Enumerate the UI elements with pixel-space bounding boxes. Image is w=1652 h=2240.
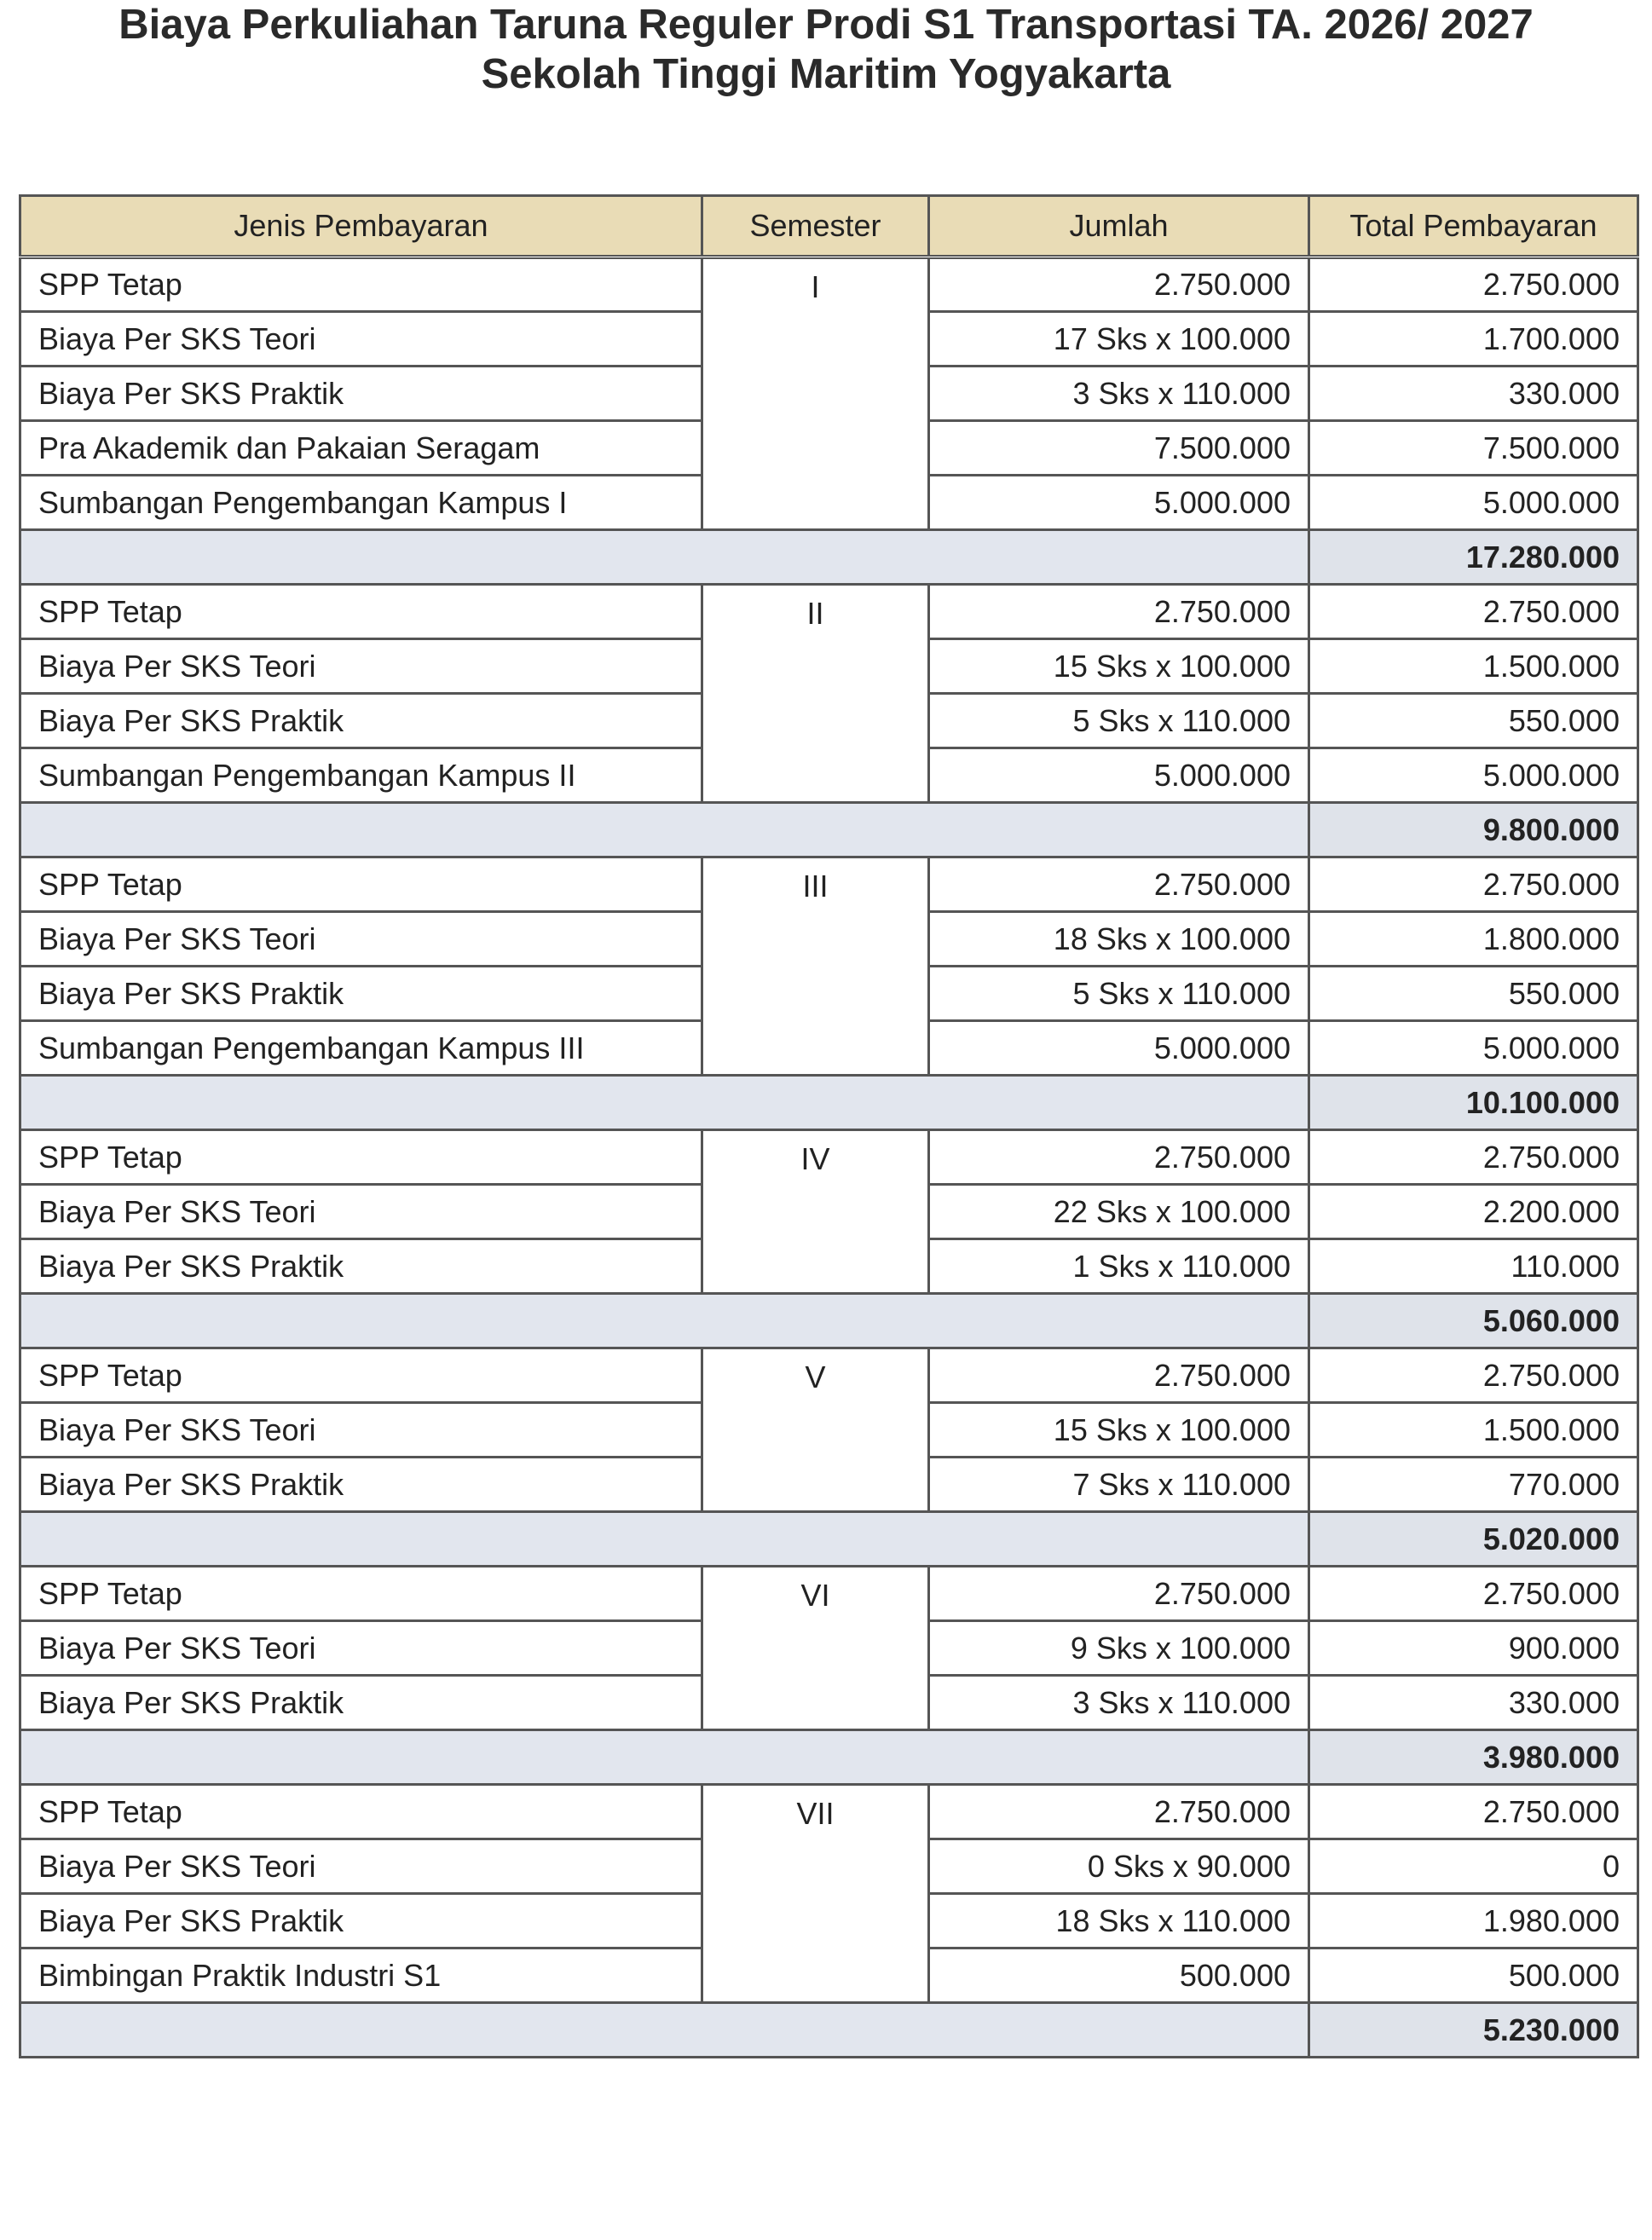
total-cell: 330.000 (1309, 1676, 1638, 1730)
amount-cell: 5.000.000 (929, 476, 1309, 530)
amount-cell: 15 Sks x 100.000 (929, 1403, 1309, 1458)
semester-subtotal-row (20, 2003, 1638, 2058)
fee-table-body (20, 257, 1638, 2058)
amount-cell: 5.000.000 (929, 748, 1309, 803)
table-row (20, 1130, 1638, 1185)
fee-table (19, 194, 1639, 2058)
payment-type-cell: Sumbangan Pengembangan Kampus III (20, 1021, 702, 1076)
total-cell: 0 (1309, 1839, 1638, 1894)
semester-cell: III (702, 857, 929, 1076)
total-cell: 7.500.000 (1309, 421, 1638, 476)
payment-type-cell: Biaya Per SKS Praktik (20, 1894, 702, 1948)
header-jenis-pembayaran: Jenis Pembayaran (20, 196, 702, 257)
total-cell: 5.000.000 (1309, 748, 1638, 803)
title-line-1: Biaya Perkuliahan Taruna Reguler Prodi S1 Transportasi TA. 2026/ 2027 (118, 2, 1534, 48)
amount-cell: 7.500.000 (929, 421, 1309, 476)
amount-cell: 5.000.000 (929, 1021, 1309, 1076)
semester-subtotal: 5.060.000 (1309, 1294, 1638, 1348)
semester-subtotal: 9.800.000 (1309, 803, 1638, 857)
payment-type-cell: SPP Tetap (20, 257, 702, 312)
amount-cell: 15 Sks x 100.000 (929, 639, 1309, 694)
amount-cell: 2.750.000 (929, 585, 1309, 639)
payment-type-cell: Pra Akademik dan Pakaian Seragam (20, 421, 702, 476)
payment-type-cell: Biaya Per SKS Teori (20, 912, 702, 967)
amount-cell: 9 Sks x 100.000 (929, 1621, 1309, 1676)
amount-cell: 7 Sks x 110.000 (929, 1458, 1309, 1512)
payment-type-cell: Sumbangan Pengembangan Kampus I (20, 476, 702, 530)
payment-type-cell: Biaya Per SKS Teori (20, 1839, 702, 1894)
payment-type-cell: Bimbingan Praktik Industri S1 (20, 1948, 702, 2003)
semester-cell: I (702, 257, 929, 530)
table-row (20, 1348, 1638, 1403)
amount-cell: 18 Sks x 100.000 (929, 912, 1309, 967)
subtotal-spacer (20, 1730, 1309, 1785)
amount-cell: 0 Sks x 90.000 (929, 1839, 1309, 1894)
semester-subtotal: 5.230.000 (1309, 2003, 1638, 2058)
subtotal-spacer (20, 530, 1309, 585)
amount-cell: 2.750.000 (929, 1130, 1309, 1185)
semester-subtotal: 3.980.000 (1309, 1730, 1638, 1785)
semester-subtotal-row (20, 1294, 1638, 1348)
semester-cell: VI (702, 1567, 929, 1730)
total-cell: 1.500.000 (1309, 1403, 1638, 1458)
payment-type-cell: SPP Tetap (20, 1130, 702, 1185)
table-row (20, 857, 1638, 912)
semester-cell: IV (702, 1130, 929, 1294)
semester-subtotal: 17.280.000 (1309, 530, 1638, 585)
payment-type-cell: Biaya Per SKS Praktik (20, 694, 702, 748)
payment-type-cell: Biaya Per SKS Praktik (20, 367, 702, 421)
header-total-pembayaran: Total Pembayaran (1309, 196, 1638, 257)
amount-cell: 2.750.000 (929, 1348, 1309, 1403)
semester-subtotal-row (20, 803, 1638, 857)
payment-type-cell: SPP Tetap (20, 1567, 702, 1621)
payment-type-cell: Biaya Per SKS Praktik (20, 1458, 702, 1512)
total-cell: 1.980.000 (1309, 1894, 1638, 1948)
payment-type-cell: SPP Tetap (20, 857, 702, 912)
table-row (20, 1785, 1638, 1839)
total-cell: 2.200.000 (1309, 1185, 1638, 1239)
amount-cell: 3 Sks x 110.000 (929, 1676, 1309, 1730)
total-cell: 550.000 (1309, 967, 1638, 1021)
total-cell: 2.750.000 (1309, 585, 1638, 639)
document-heading (0, 0, 1652, 99)
total-cell: 110.000 (1309, 1239, 1638, 1294)
semester-cell: VII (702, 1785, 929, 2003)
total-cell: 770.000 (1309, 1458, 1638, 1512)
payment-type-cell: Biaya Per SKS Teori (20, 312, 702, 367)
payment-type-cell: Sumbangan Pengembangan Kampus II (20, 748, 702, 803)
total-cell: 1.800.000 (1309, 912, 1638, 967)
header-jumlah: Jumlah (929, 196, 1309, 257)
total-cell: 900.000 (1309, 1621, 1638, 1676)
amount-cell: 5 Sks x 110.000 (929, 967, 1309, 1021)
subtotal-spacer (20, 803, 1309, 857)
total-cell: 500.000 (1309, 1948, 1638, 2003)
subtotal-spacer (20, 2003, 1309, 2058)
title-line-2: Sekolah Tinggi Maritim Yogyakarta (481, 51, 1171, 97)
amount-cell: 2.750.000 (929, 857, 1309, 912)
total-cell: 550.000 (1309, 694, 1638, 748)
total-cell: 1.700.000 (1309, 312, 1638, 367)
subtotal-spacer (20, 1294, 1309, 1348)
semester-subtotal-row (20, 530, 1638, 585)
amount-cell: 5 Sks x 110.000 (929, 694, 1309, 748)
amount-cell: 2.750.000 (929, 257, 1309, 312)
amount-cell: 17 Sks x 100.000 (929, 312, 1309, 367)
payment-type-cell: Biaya Per SKS Teori (20, 1403, 702, 1458)
total-cell: 2.750.000 (1309, 1348, 1638, 1403)
amount-cell: 18 Sks x 110.000 (929, 1894, 1309, 1948)
total-cell: 330.000 (1309, 367, 1638, 421)
amount-cell: 2.750.000 (929, 1567, 1309, 1621)
total-cell: 1.500.000 (1309, 639, 1638, 694)
payment-type-cell: SPP Tetap (20, 1785, 702, 1839)
payment-type-cell: SPP Tetap (20, 585, 702, 639)
semester-cell: V (702, 1348, 929, 1512)
table-row (20, 257, 1638, 312)
payment-type-cell: Biaya Per SKS Praktik (20, 967, 702, 1021)
table-row (20, 1567, 1638, 1621)
subtotal-spacer (20, 1512, 1309, 1567)
semester-subtotal-row (20, 1512, 1638, 1567)
table-header-row (20, 196, 1638, 257)
semester-subtotal: 5.020.000 (1309, 1512, 1638, 1567)
total-cell: 2.750.000 (1309, 1567, 1638, 1621)
payment-type-cell: Biaya Per SKS Teori (20, 1185, 702, 1239)
amount-cell: 2.750.000 (929, 1785, 1309, 1839)
table-row (20, 585, 1638, 639)
total-cell: 5.000.000 (1309, 476, 1638, 530)
semester-subtotal-row (20, 1076, 1638, 1130)
total-cell: 2.750.000 (1309, 1130, 1638, 1185)
total-cell: 2.750.000 (1309, 1785, 1638, 1839)
header-semester: Semester (702, 196, 929, 257)
payment-type-cell: Biaya Per SKS Praktik (20, 1239, 702, 1294)
total-cell: 2.750.000 (1309, 257, 1638, 312)
amount-cell: 1 Sks x 110.000 (929, 1239, 1309, 1294)
semester-subtotal: 10.100.000 (1309, 1076, 1638, 1130)
subtotal-spacer (20, 1076, 1309, 1130)
payment-type-cell: SPP Tetap (20, 1348, 702, 1403)
payment-type-cell: Biaya Per SKS Teori (20, 639, 702, 694)
amount-cell: 500.000 (929, 1948, 1309, 2003)
total-cell: 2.750.000 (1309, 857, 1638, 912)
total-cell: 5.000.000 (1309, 1021, 1638, 1076)
amount-cell: 22 Sks x 100.000 (929, 1185, 1309, 1239)
semester-cell: II (702, 585, 929, 803)
payment-type-cell: Biaya Per SKS Praktik (20, 1676, 702, 1730)
amount-cell: 3 Sks x 110.000 (929, 367, 1309, 421)
semester-subtotal-row (20, 1730, 1638, 1785)
payment-type-cell: Biaya Per SKS Teori (20, 1621, 702, 1676)
